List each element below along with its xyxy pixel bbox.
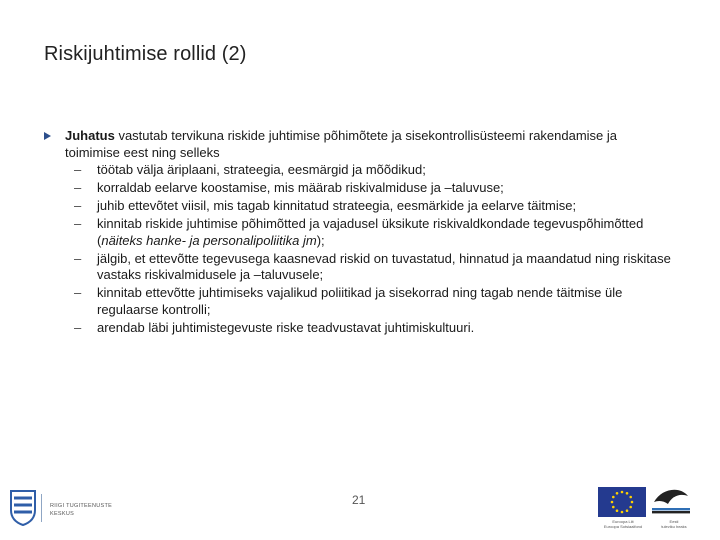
dash-bullet-icon: – [74, 319, 82, 335]
list-item: – korraldab eelarve koostamise, mis määrab riskivalmiduse ja –taluvuse; [74, 180, 504, 195]
dash-bullet-icon: – [74, 250, 82, 266]
eu-caption: Euroopa Liit Euroopa Sotsiaalfond [603, 519, 643, 529]
sub-list [44, 162, 674, 336]
swallow-icon [650, 484, 692, 518]
list-item: – juhib ettevõtet viisil, mis tagab kinnitatud strateegia, eesmärkide ja eelarve täitmise; [74, 198, 577, 213]
list-item: – arendab läbi juhtimistegevuste riske teadvustavat juhtimiskultuuri. [74, 319, 475, 335]
slide-content [44, 128, 674, 338]
coat-of-arms-icon [10, 490, 36, 526]
dash-bullet-icon: – [74, 216, 82, 231]
eu-flag-logo [598, 487, 646, 517]
org-name: RIIGI TUGITEENUSTE KESKUS [50, 503, 113, 517]
list-item: – kinnitab ettevõtte juhtimiseks vajalikud poliitikad ja sisekorrad ning tagab nende täitmise üle regulaarse kontrolli; [74, 285, 623, 317]
eu-stars-icon [598, 487, 646, 517]
dash-bullet-icon: – [74, 198, 82, 213]
list-item: – jälgib, et ettevõtte tegevusega kaasnevad riskid on tuvastatud, hinnatud ja maandatud ning riskitase vastaks riskivalmidusele ja –taluvusele; [74, 250, 671, 282]
dash-bullet-icon: – [74, 162, 82, 177]
page-number: 21 [352, 493, 366, 507]
slide-title: Riskijuhtimise rollid (2) [44, 43, 247, 65]
main-bullet [44, 128, 674, 161]
logo-separator [41, 494, 42, 522]
list-item: – töötab välja äriplaani, strateegia, eesmärgid ja mõõdikud; [74, 162, 426, 177]
eesti-caption: Eesti tuleviku heaks [661, 519, 687, 529]
eesti-logo [650, 484, 692, 523]
bullet-bold-term: Juhatus [65, 128, 115, 143]
dash-bullet-icon: – [74, 285, 82, 300]
list-item: – kinnitab riskide juhtimise põhimõtted ja vajadusel üksikute riskivaldkondade tegevuspõhimõtted (näiteks hanke- ja personalipoliitika jm); [74, 216, 644, 248]
triangle-bullet-icon [44, 132, 51, 140]
dash-bullet-icon: – [74, 180, 82, 195]
bullet-text: vastutab tervikuna riskide juhtimise põhimõtete ja sisekontrollisüsteemi rakendamise ja toimimise eest ning selleks [65, 128, 618, 160]
